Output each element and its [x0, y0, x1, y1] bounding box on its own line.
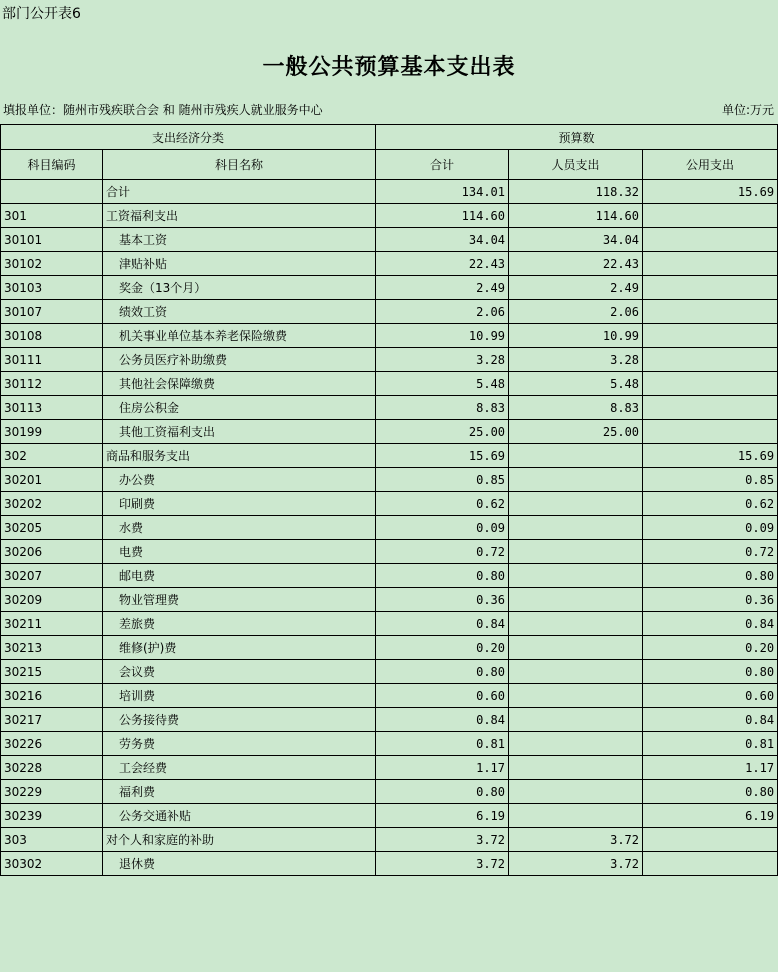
cell-personnel: [509, 612, 643, 636]
cell-personnel: [509, 660, 643, 684]
cell-name: 工会经费: [103, 756, 376, 780]
cell-total: 0.84: [376, 612, 509, 636]
cell-total: 5.48: [376, 372, 509, 396]
cell-personnel: [509, 444, 643, 468]
cell-public: [643, 372, 778, 396]
cell-total: 0.80: [376, 660, 509, 684]
cell-name: 绩效工资: [103, 300, 376, 324]
cell-name: 商品和服务支出: [103, 444, 376, 468]
cell-total: 25.00: [376, 420, 509, 444]
cell-total: 3.72: [376, 852, 509, 876]
cell-code: 30211: [1, 612, 103, 636]
cell-name: 邮电费: [103, 564, 376, 588]
cell-code: 303: [1, 828, 103, 852]
table-body: [1, 180, 778, 876]
cell-code: 30101: [1, 228, 103, 252]
table-row: [1, 612, 778, 636]
currency-unit: 单位:万元: [721, 103, 774, 117]
cell-public: 0.72: [643, 540, 778, 564]
table-row: [1, 804, 778, 828]
cell-public: [643, 276, 778, 300]
table-row: [1, 588, 778, 612]
cell-code: 302: [1, 444, 103, 468]
cell-code: 30108: [1, 324, 103, 348]
table-row: [1, 852, 778, 876]
cell-name: 基本工资: [103, 228, 376, 252]
header-row-columns: [1, 150, 778, 180]
header-code: 科目编码: [1, 150, 103, 180]
cell-public: [643, 348, 778, 372]
cell-code: 30202: [1, 492, 103, 516]
cell-personnel: [509, 636, 643, 660]
cell-total: 0.62: [376, 492, 509, 516]
cell-personnel: [509, 780, 643, 804]
cell-public: 0.85: [643, 468, 778, 492]
cell-name: 电费: [103, 540, 376, 564]
cell-public: 0.80: [643, 780, 778, 804]
cell-code: 30107: [1, 300, 103, 324]
cell-name: 退休费: [103, 852, 376, 876]
cell-code: 30229: [1, 780, 103, 804]
cell-total: 22.43: [376, 252, 509, 276]
table-row: [1, 276, 778, 300]
cell-personnel: 3.72: [509, 828, 643, 852]
cell-name: 津贴补贴: [103, 252, 376, 276]
cell-personnel: [509, 516, 643, 540]
cell-public: [643, 252, 778, 276]
cell-public: 0.36: [643, 588, 778, 612]
table-row: [1, 252, 778, 276]
cell-personnel: 5.48: [509, 372, 643, 396]
table-row: [1, 660, 778, 684]
cell-public: 0.80: [643, 564, 778, 588]
cell-code: 30102: [1, 252, 103, 276]
cell-name: 维修(护)费: [103, 636, 376, 660]
cell-personnel: [509, 756, 643, 780]
cell-name: 福利费: [103, 780, 376, 804]
table-row: [1, 564, 778, 588]
cell-public: [643, 228, 778, 252]
header-expense-classification: 支出经济分类: [1, 125, 376, 150]
cell-name: 印刷费: [103, 492, 376, 516]
cell-name: 工资福利支出: [103, 204, 376, 228]
cell-total: 34.04: [376, 228, 509, 252]
cell-total: 8.83: [376, 396, 509, 420]
cell-public: [643, 828, 778, 852]
header-budget-amount: 预算数: [376, 125, 778, 150]
table-row: [1, 516, 778, 540]
cell-total: 2.06: [376, 300, 509, 324]
cell-public: 0.09: [643, 516, 778, 540]
cell-personnel: 2.49: [509, 276, 643, 300]
cell-total: 3.72: [376, 828, 509, 852]
header-public: 公用支出: [643, 150, 778, 180]
page-title: 一般公共预算基本支出表: [262, 54, 516, 80]
cell-name: 奖金（13个月）: [103, 276, 376, 300]
header-personnel: 人员支出: [509, 150, 643, 180]
cell-personnel: 3.28: [509, 348, 643, 372]
cell-code: 30209: [1, 588, 103, 612]
cell-personnel: 22.43: [509, 252, 643, 276]
table-row: [1, 732, 778, 756]
cell-total: 3.28: [376, 348, 509, 372]
table-row: [1, 300, 778, 324]
cell-personnel: 118.32: [509, 180, 643, 204]
cell-public: [643, 852, 778, 876]
cell-personnel: [509, 540, 643, 564]
cell-name: 其他工资福利支出: [103, 420, 376, 444]
cell-personnel: 34.04: [509, 228, 643, 252]
cell-public: [643, 420, 778, 444]
table-row: [1, 540, 778, 564]
cell-name: 物业管理费: [103, 588, 376, 612]
cell-total: 0.72: [376, 540, 509, 564]
cell-total: 0.80: [376, 780, 509, 804]
cell-total: 0.20: [376, 636, 509, 660]
cell-personnel: 8.83: [509, 396, 643, 420]
header-total: 合计: [376, 150, 509, 180]
cell-total: 0.81: [376, 732, 509, 756]
cell-total: 0.09: [376, 516, 509, 540]
table-row: [1, 396, 778, 420]
cell-name: 对个人和家庭的补助: [103, 828, 376, 852]
cell-total: 0.80: [376, 564, 509, 588]
cell-public: [643, 396, 778, 420]
cell-name: 公务接待费: [103, 708, 376, 732]
cell-personnel: 2.06: [509, 300, 643, 324]
table-row: [1, 684, 778, 708]
cell-public: [643, 204, 778, 228]
table-row: [1, 180, 778, 204]
table-row: [1, 828, 778, 852]
cell-code: 30217: [1, 708, 103, 732]
table-row: [1, 636, 778, 660]
cell-public: 1.17: [643, 756, 778, 780]
table-row: [1, 372, 778, 396]
cell-name: 住房公积金: [103, 396, 376, 420]
cell-code: 30228: [1, 756, 103, 780]
cell-public: 0.81: [643, 732, 778, 756]
cell-public: 15.69: [643, 180, 778, 204]
table-row: [1, 468, 778, 492]
cell-total: 2.49: [376, 276, 509, 300]
header-row-group: [1, 125, 778, 150]
cell-name: 办公费: [103, 468, 376, 492]
cell-personnel: [509, 804, 643, 828]
table-row: [1, 348, 778, 372]
cell-personnel: [509, 708, 643, 732]
cell-code: 30239: [1, 804, 103, 828]
table-row: [1, 204, 778, 228]
cell-code: 301: [1, 204, 103, 228]
cell-public: 15.69: [643, 444, 778, 468]
cell-personnel: [509, 492, 643, 516]
table-row: [1, 444, 778, 468]
cell-personnel: 3.72: [509, 852, 643, 876]
cell-total: 10.99: [376, 324, 509, 348]
cell-code: 30207: [1, 564, 103, 588]
filling-unit: 填报单位：随州市残疾联合会 和 随州市残疾人就业服务中心: [3, 103, 323, 117]
table-row: [1, 708, 778, 732]
cell-name: 水费: [103, 516, 376, 540]
cell-code: 30213: [1, 636, 103, 660]
cell-total: 0.36: [376, 588, 509, 612]
cell-total: 114.60: [376, 204, 509, 228]
cell-code: 30206: [1, 540, 103, 564]
cell-name: 公务交通补贴: [103, 804, 376, 828]
cell-total: 1.17: [376, 756, 509, 780]
cell-total: 0.85: [376, 468, 509, 492]
cell-code: 30199: [1, 420, 103, 444]
cell-name: 会议费: [103, 660, 376, 684]
cell-total: 0.84: [376, 708, 509, 732]
cell-code: 30302: [1, 852, 103, 876]
cell-personnel: [509, 588, 643, 612]
cell-name: 差旅费: [103, 612, 376, 636]
cell-public: 0.84: [643, 708, 778, 732]
cell-public: [643, 324, 778, 348]
cell-total: 134.01: [376, 180, 509, 204]
cell-code: 30201: [1, 468, 103, 492]
cell-code: 30113: [1, 396, 103, 420]
cell-total: 6.19: [376, 804, 509, 828]
table-row: [1, 492, 778, 516]
cell-code: [1, 180, 103, 204]
document-label: 部门公开表6: [2, 6, 81, 22]
cell-public: 0.60: [643, 684, 778, 708]
cell-personnel: [509, 564, 643, 588]
cell-name: 培训费: [103, 684, 376, 708]
cell-personnel: 114.60: [509, 204, 643, 228]
cell-public: 6.19: [643, 804, 778, 828]
table-row: [1, 228, 778, 252]
cell-code: 30103: [1, 276, 103, 300]
table-row: [1, 756, 778, 780]
cell-public: 0.20: [643, 636, 778, 660]
cell-name: 公务员医疗补助缴费: [103, 348, 376, 372]
cell-name: 合计: [103, 180, 376, 204]
cell-personnel: [509, 468, 643, 492]
cell-total: 0.60: [376, 684, 509, 708]
unit-row: [3, 101, 774, 119]
cell-total: 15.69: [376, 444, 509, 468]
table-row: [1, 324, 778, 348]
cell-name: 机关事业单位基本养老保险缴费: [103, 324, 376, 348]
cell-name: 其他社会保障缴费: [103, 372, 376, 396]
table-row: [1, 780, 778, 804]
cell-public: 0.62: [643, 492, 778, 516]
cell-public: [643, 300, 778, 324]
table-row: [1, 420, 778, 444]
cell-personnel: [509, 684, 643, 708]
cell-personnel: 10.99: [509, 324, 643, 348]
cell-code: 30205: [1, 516, 103, 540]
cell-public: 0.80: [643, 660, 778, 684]
cell-code: 30111: [1, 348, 103, 372]
cell-code: 30216: [1, 684, 103, 708]
cell-personnel: [509, 732, 643, 756]
cell-public: 0.84: [643, 612, 778, 636]
cell-code: 30112: [1, 372, 103, 396]
cell-code: 30215: [1, 660, 103, 684]
header-name: 科目名称: [103, 150, 376, 180]
cell-personnel: 25.00: [509, 420, 643, 444]
cell-name: 劳务费: [103, 732, 376, 756]
budget-table: [0, 124, 778, 876]
cell-code: 30226: [1, 732, 103, 756]
